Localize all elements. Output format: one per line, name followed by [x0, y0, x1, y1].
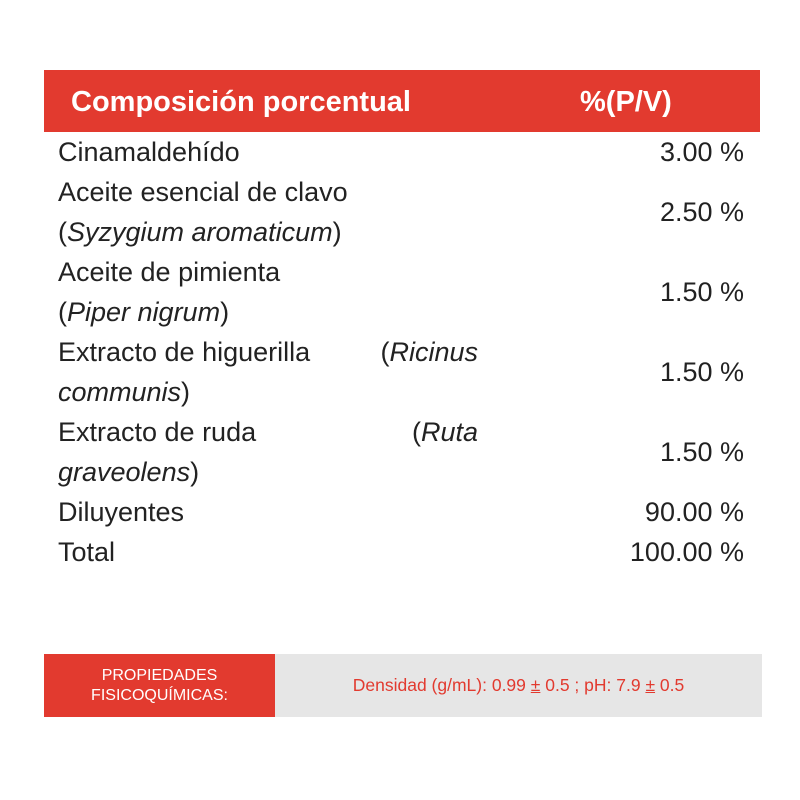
paren-open: ( — [380, 337, 390, 367]
paren-close: ) — [181, 377, 191, 407]
paren-open: ( — [411, 417, 421, 447]
scientific-name-species: graveolens — [58, 457, 191, 487]
ph-text: 0.5 ; pH: 7.9 — [540, 675, 646, 695]
ingredient-name-line2 — [58, 212, 478, 252]
ingredient-percent: 1.50 % — [659, 357, 744, 387]
paren-open: ( — [58, 217, 67, 247]
ingredient-percent: 3.00 % — [659, 137, 744, 167]
ingredient-name-line2 — [58, 452, 478, 492]
ingredient-name-line2 — [58, 292, 478, 332]
common-name: Extracto de ruda — [58, 417, 257, 447]
properties-label — [44, 654, 275, 717]
ingredient-name — [58, 252, 478, 332]
ingredient-name: Diluyentes — [58, 497, 185, 527]
scientific-name-genus: Ricinus — [389, 337, 478, 367]
ingredient-percent: 90.00 % — [644, 497, 744, 527]
scientific-name: Syzygium aromaticum — [67, 217, 333, 247]
ingredient-percent: 1.50 % — [659, 437, 744, 467]
ingredient-name — [58, 332, 478, 412]
paren-open: ( — [58, 297, 67, 327]
scientific-name-start — [380, 332, 478, 372]
header-composition: Composición porcentual — [71, 86, 411, 118]
table-header — [44, 70, 760, 132]
header-percent: %(P/V) — [580, 86, 672, 118]
total-percent: 100.00 % — [629, 537, 744, 567]
scientific-name: Piper nigrum — [67, 297, 221, 327]
plus-minus: ± — [530, 675, 541, 695]
table-row — [44, 172, 760, 252]
total-label: Total — [58, 537, 116, 567]
scientific-name-start — [412, 412, 478, 452]
ingredient-name: Cinamaldehído — [58, 137, 240, 167]
scientific-name-genus: Ruta — [420, 417, 478, 447]
paren-close: ) — [220, 297, 230, 327]
physicochemical-properties — [44, 654, 762, 717]
table-row-total — [44, 532, 760, 572]
table-row — [44, 252, 760, 332]
common-name: Extracto de higuerilla — [58, 337, 311, 367]
ph-tolerance: 0.5 — [655, 675, 685, 695]
properties-label-line2: FISICOQUÍMICAS: — [91, 686, 228, 704]
paren-close: ) — [332, 217, 342, 247]
properties-value — [275, 654, 762, 717]
table-row — [44, 132, 760, 172]
density-text: Densidad (g/mL): 0.99 — [352, 675, 531, 695]
composition-table — [44, 132, 760, 572]
plus-minus: ± — [645, 675, 656, 695]
ingredient-percent: 1.50 % — [659, 277, 744, 307]
ingredient-name-line2 — [58, 372, 478, 412]
paren-close: ) — [190, 457, 200, 487]
ingredient-name-line1: Aceite esencial de clavo — [58, 177, 348, 207]
ingredient-name-line1 — [58, 412, 478, 452]
ingredient-name — [58, 172, 478, 252]
ingredient-name — [58, 412, 478, 492]
table-row — [44, 332, 760, 412]
ingredient-name-line1: Aceite de pimienta — [58, 257, 281, 287]
ingredient-name-line1 — [58, 332, 478, 372]
scientific-name-species: communis — [58, 377, 182, 407]
table-row — [44, 412, 760, 492]
properties-label-line1: PROPIEDADES — [101, 666, 218, 684]
table-row — [44, 492, 760, 532]
ingredient-percent: 2.50 % — [659, 197, 744, 227]
